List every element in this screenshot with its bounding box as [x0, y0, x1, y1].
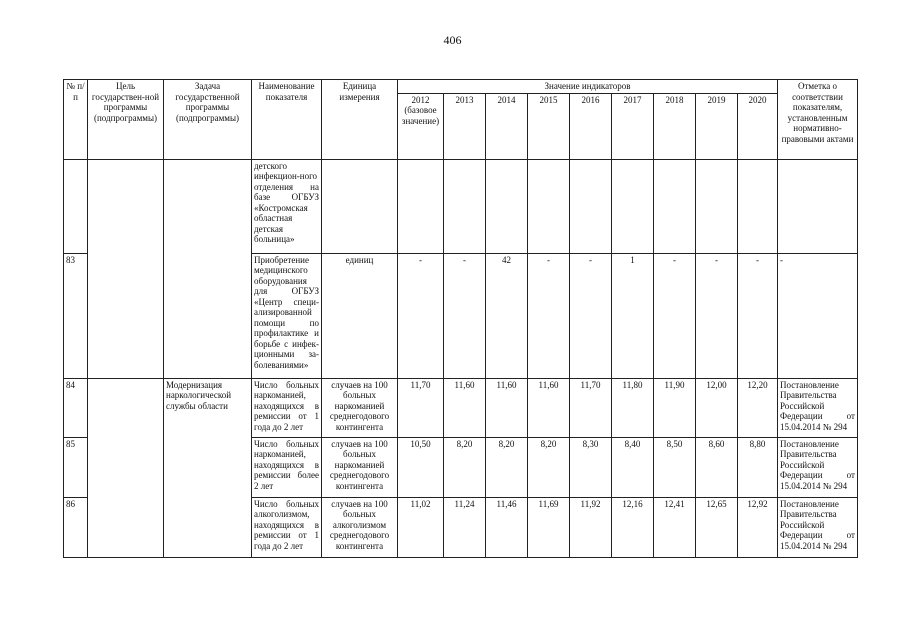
header-year-2017: 2017: [612, 93, 654, 159]
value-2012: 10,50: [398, 437, 444, 497]
value-2015: -: [528, 253, 570, 378]
header-year-2014: 2014: [486, 93, 528, 159]
value-2013: 8,20: [444, 437, 486, 497]
value-2019: [696, 159, 738, 253]
header-unit: Единица измерения: [322, 80, 398, 160]
unit-cell: случаев на 100 больных наркоманией среднегодового контингента: [322, 378, 398, 437]
value-2017: 1: [612, 253, 654, 378]
header-year-2020: 2020: [738, 93, 778, 159]
value-2015: 11,69: [528, 497, 570, 557]
header-indicator-name: Наименование показателя: [252, 80, 322, 160]
value-2015: 11,60: [528, 378, 570, 437]
value-2016: -: [570, 253, 612, 378]
value-2018: [654, 159, 696, 253]
note-cell: Постановление Правительства Российской Федерации от 15.04.2014 № 294: [778, 437, 858, 497]
value-2014: 11,46: [486, 497, 528, 557]
row-number: 83: [64, 253, 88, 378]
row-number: 84: [64, 378, 88, 437]
unit-cell: случаев на 100 больных наркоманией среднегодового контингента: [322, 437, 398, 497]
value-2019: 12,65: [696, 497, 738, 557]
value-2017: 11,80: [612, 378, 654, 437]
value-2014: 8,20: [486, 437, 528, 497]
value-2015: [528, 159, 570, 253]
value-2019: 8,60: [696, 437, 738, 497]
indicator-name: Число больных алкоголизмом, находящихся в ремиссии от 1 года до 2 лет: [252, 497, 322, 557]
header-task: Задача государственной программы (подпрограммы): [164, 80, 252, 160]
indicator-name: Число больных наркоманией, находящихся в ремиссии более 2 лет: [252, 437, 322, 497]
header-year-2012: 2012 (базовое значение): [398, 93, 444, 159]
value-2014: 11,60: [486, 378, 528, 437]
table-row: [64, 159, 858, 253]
value-2016: [570, 159, 612, 253]
header-year-2019: 2019: [696, 93, 738, 159]
page-number: 406: [443, 33, 462, 47]
row-number: 85: [64, 437, 88, 497]
value-2016: 11,92: [570, 497, 612, 557]
value-2020: [738, 159, 778, 253]
value-2018: -: [654, 253, 696, 378]
value-2012: 11,70: [398, 378, 444, 437]
value-2018: 8,50: [654, 437, 696, 497]
value-2012: -: [398, 253, 444, 378]
unit-cell: [322, 159, 398, 253]
header-indicator-values: Значение индикаторов: [398, 80, 778, 94]
value-2013: 11,24: [444, 497, 486, 557]
value-2016: 11,70: [570, 378, 612, 437]
value-2013: 11,60: [444, 378, 486, 437]
note-cell: [778, 159, 858, 253]
header-number: № п/п: [64, 80, 88, 160]
indicator-name: Число больных наркоманией, находящихся в ремиссии от 1 года до 2 лет: [252, 378, 322, 437]
unit-cell: единиц: [322, 253, 398, 378]
value-2018: 11,90: [654, 378, 696, 437]
goal-cell: [88, 378, 164, 557]
value-2017: [612, 159, 654, 253]
header-year-2013: 2013: [444, 93, 486, 159]
value-2012: [398, 159, 444, 253]
value-2018: 12,41: [654, 497, 696, 557]
value-2019: -: [696, 253, 738, 378]
value-2014: 42: [486, 253, 528, 378]
indicator-name: Приобретение медицинского оборудования для ОГБУЗ «Центр специ-ализированной помощи по профилактике и борьбе с инфек-ционными за-болеваниями»: [252, 253, 322, 378]
header-year-2018: 2018: [654, 93, 696, 159]
note-cell: Постановление Правительства Российской Федерации от 15.04.2014 № 294: [778, 378, 858, 437]
indicator-table: [63, 79, 858, 558]
value-2013: -: [444, 253, 486, 378]
unit-cell: случаев на 100 больных алкоголизмом среднегодового контингента: [322, 497, 398, 557]
header-year-2016: 2016: [570, 93, 612, 159]
value-2019: 12,00: [696, 378, 738, 437]
value-2017: 8,40: [612, 437, 654, 497]
value-2016: 8,30: [570, 437, 612, 497]
value-2014: [486, 159, 528, 253]
value-2020: -: [738, 253, 778, 378]
task-cell: [164, 159, 252, 378]
value-2020: 12,20: [738, 378, 778, 437]
value-2013: [444, 159, 486, 253]
header-compliance-note: Отметка о соответствии показателям, установленным нормативно-правовыми актами: [778, 80, 858, 160]
indicator-name: детского инфекцион-ного отделения на базе ОГБУЗ «Костромская областная детская больница»: [252, 159, 322, 253]
value-2015: 8,20: [528, 437, 570, 497]
header-goal: Цель государствен-ной программы (подпрограммы): [88, 80, 164, 160]
note-cell: Постановление Правительства Российской Федерации от 15.04.2014 № 294: [778, 497, 858, 557]
value-2017: 12,16: [612, 497, 654, 557]
table-row: [64, 378, 858, 437]
note-cell: -: [778, 253, 858, 378]
row-number: 86: [64, 497, 88, 557]
value-2020: 12,92: [738, 497, 778, 557]
goal-cell: [88, 159, 164, 378]
value-2012: 11,02: [398, 497, 444, 557]
value-2020: 8,80: [738, 437, 778, 497]
header-year-2015: 2015: [528, 93, 570, 159]
task-cell: Модернизация наркологической службы области: [164, 378, 252, 557]
row-number: [64, 159, 88, 253]
